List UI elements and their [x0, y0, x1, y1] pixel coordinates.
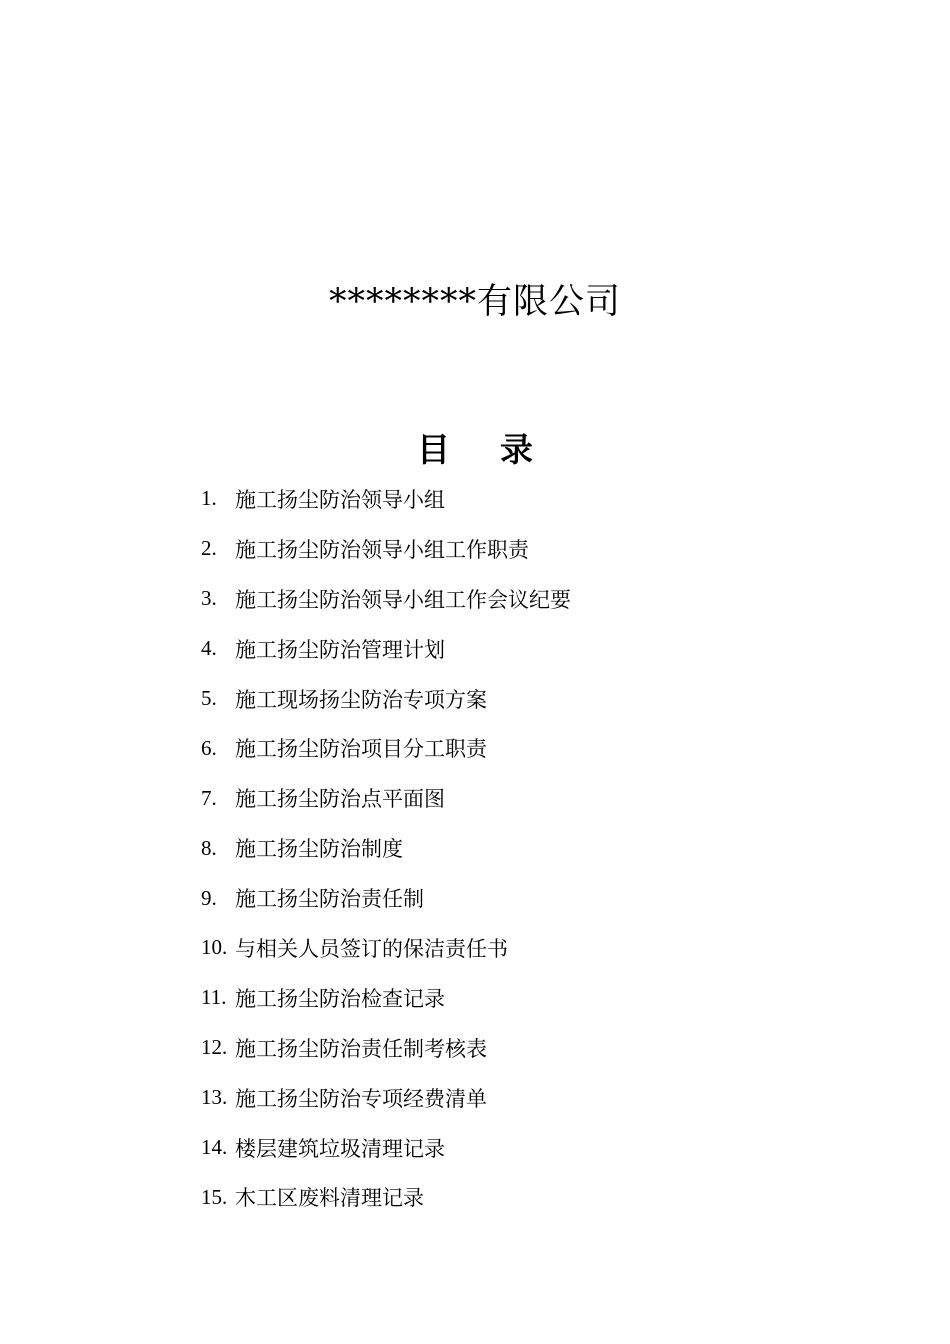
toc-item-number: 9.	[201, 885, 217, 910]
toc-title-part1: 目	[417, 430, 450, 469]
toc-item	[201, 973, 571, 1023]
toc-item-number: 12.	[201, 1035, 228, 1060]
toc-item-number: 7.	[201, 785, 217, 810]
toc-item-text: 施工扬尘防治领导小组工作会议纪要	[235, 587, 571, 612]
toc-item	[201, 823, 571, 873]
toc-item-number: 8.	[201, 835, 217, 860]
toc-item-number: 10.	[201, 935, 228, 960]
toc-item	[201, 624, 571, 674]
toc-item-number: 13.	[201, 1085, 228, 1110]
toc-item-text: 施工扬尘防治领导小组	[235, 487, 445, 512]
toc-item-text: 施工扬尘防治项目分工职责	[235, 737, 487, 762]
toc-item-text: 施工扬尘防治责任制考核表	[235, 1036, 487, 1061]
toc-list	[201, 474, 571, 1222]
toc-item-text: 施工扬尘防治管理计划	[235, 637, 445, 662]
toc-item-text: 施工扬尘防治检查记录	[235, 986, 445, 1011]
toc-item	[201, 474, 571, 524]
toc-item-number: 6.	[201, 735, 217, 760]
toc-item-text: 施工扬尘防治点平面图	[235, 787, 445, 812]
toc-item	[201, 923, 571, 973]
toc-item-number: 1.	[201, 486, 217, 511]
toc-item-number: 11.	[201, 985, 227, 1010]
toc-item-number: 2.	[201, 536, 217, 561]
toc-item	[201, 1123, 571, 1173]
toc-item	[201, 723, 571, 773]
toc-item-text: 楼层建筑垃圾清理记录	[235, 1136, 445, 1161]
toc-item-number: 15.	[201, 1184, 228, 1209]
toc-item	[201, 1073, 571, 1123]
toc-item-text: 与相关人员签订的保洁责任书	[235, 936, 508, 961]
toc-title-part2: 录	[500, 430, 533, 469]
toc-item-text: 施工扬尘防治制度	[235, 837, 403, 862]
toc-item-number: 14.	[201, 1135, 228, 1160]
toc-item	[201, 1172, 571, 1222]
toc-item	[201, 1023, 571, 1073]
toc-item	[201, 574, 571, 624]
toc-item-number: 3.	[201, 586, 217, 611]
toc-item-text: 木工区废料清理记录	[235, 1186, 424, 1211]
toc-item	[201, 873, 571, 923]
toc-item	[201, 674, 571, 724]
toc-item-text: 施工现场扬尘防治专项方案	[235, 687, 487, 712]
toc-item-text: 施工扬尘防治责任制	[235, 887, 424, 912]
toc-item-number: 5.	[201, 686, 217, 710]
toc-item	[201, 524, 571, 574]
toc-item-number: 4.	[201, 636, 217, 661]
toc-title	[0, 428, 950, 472]
company-name: ********有限公司	[328, 282, 621, 322]
toc-item-text: 施工扬尘防治专项经费清单	[235, 1086, 487, 1111]
toc-item	[201, 773, 571, 823]
toc-item-text: 施工扬尘防治领导小组工作职责	[235, 537, 529, 562]
